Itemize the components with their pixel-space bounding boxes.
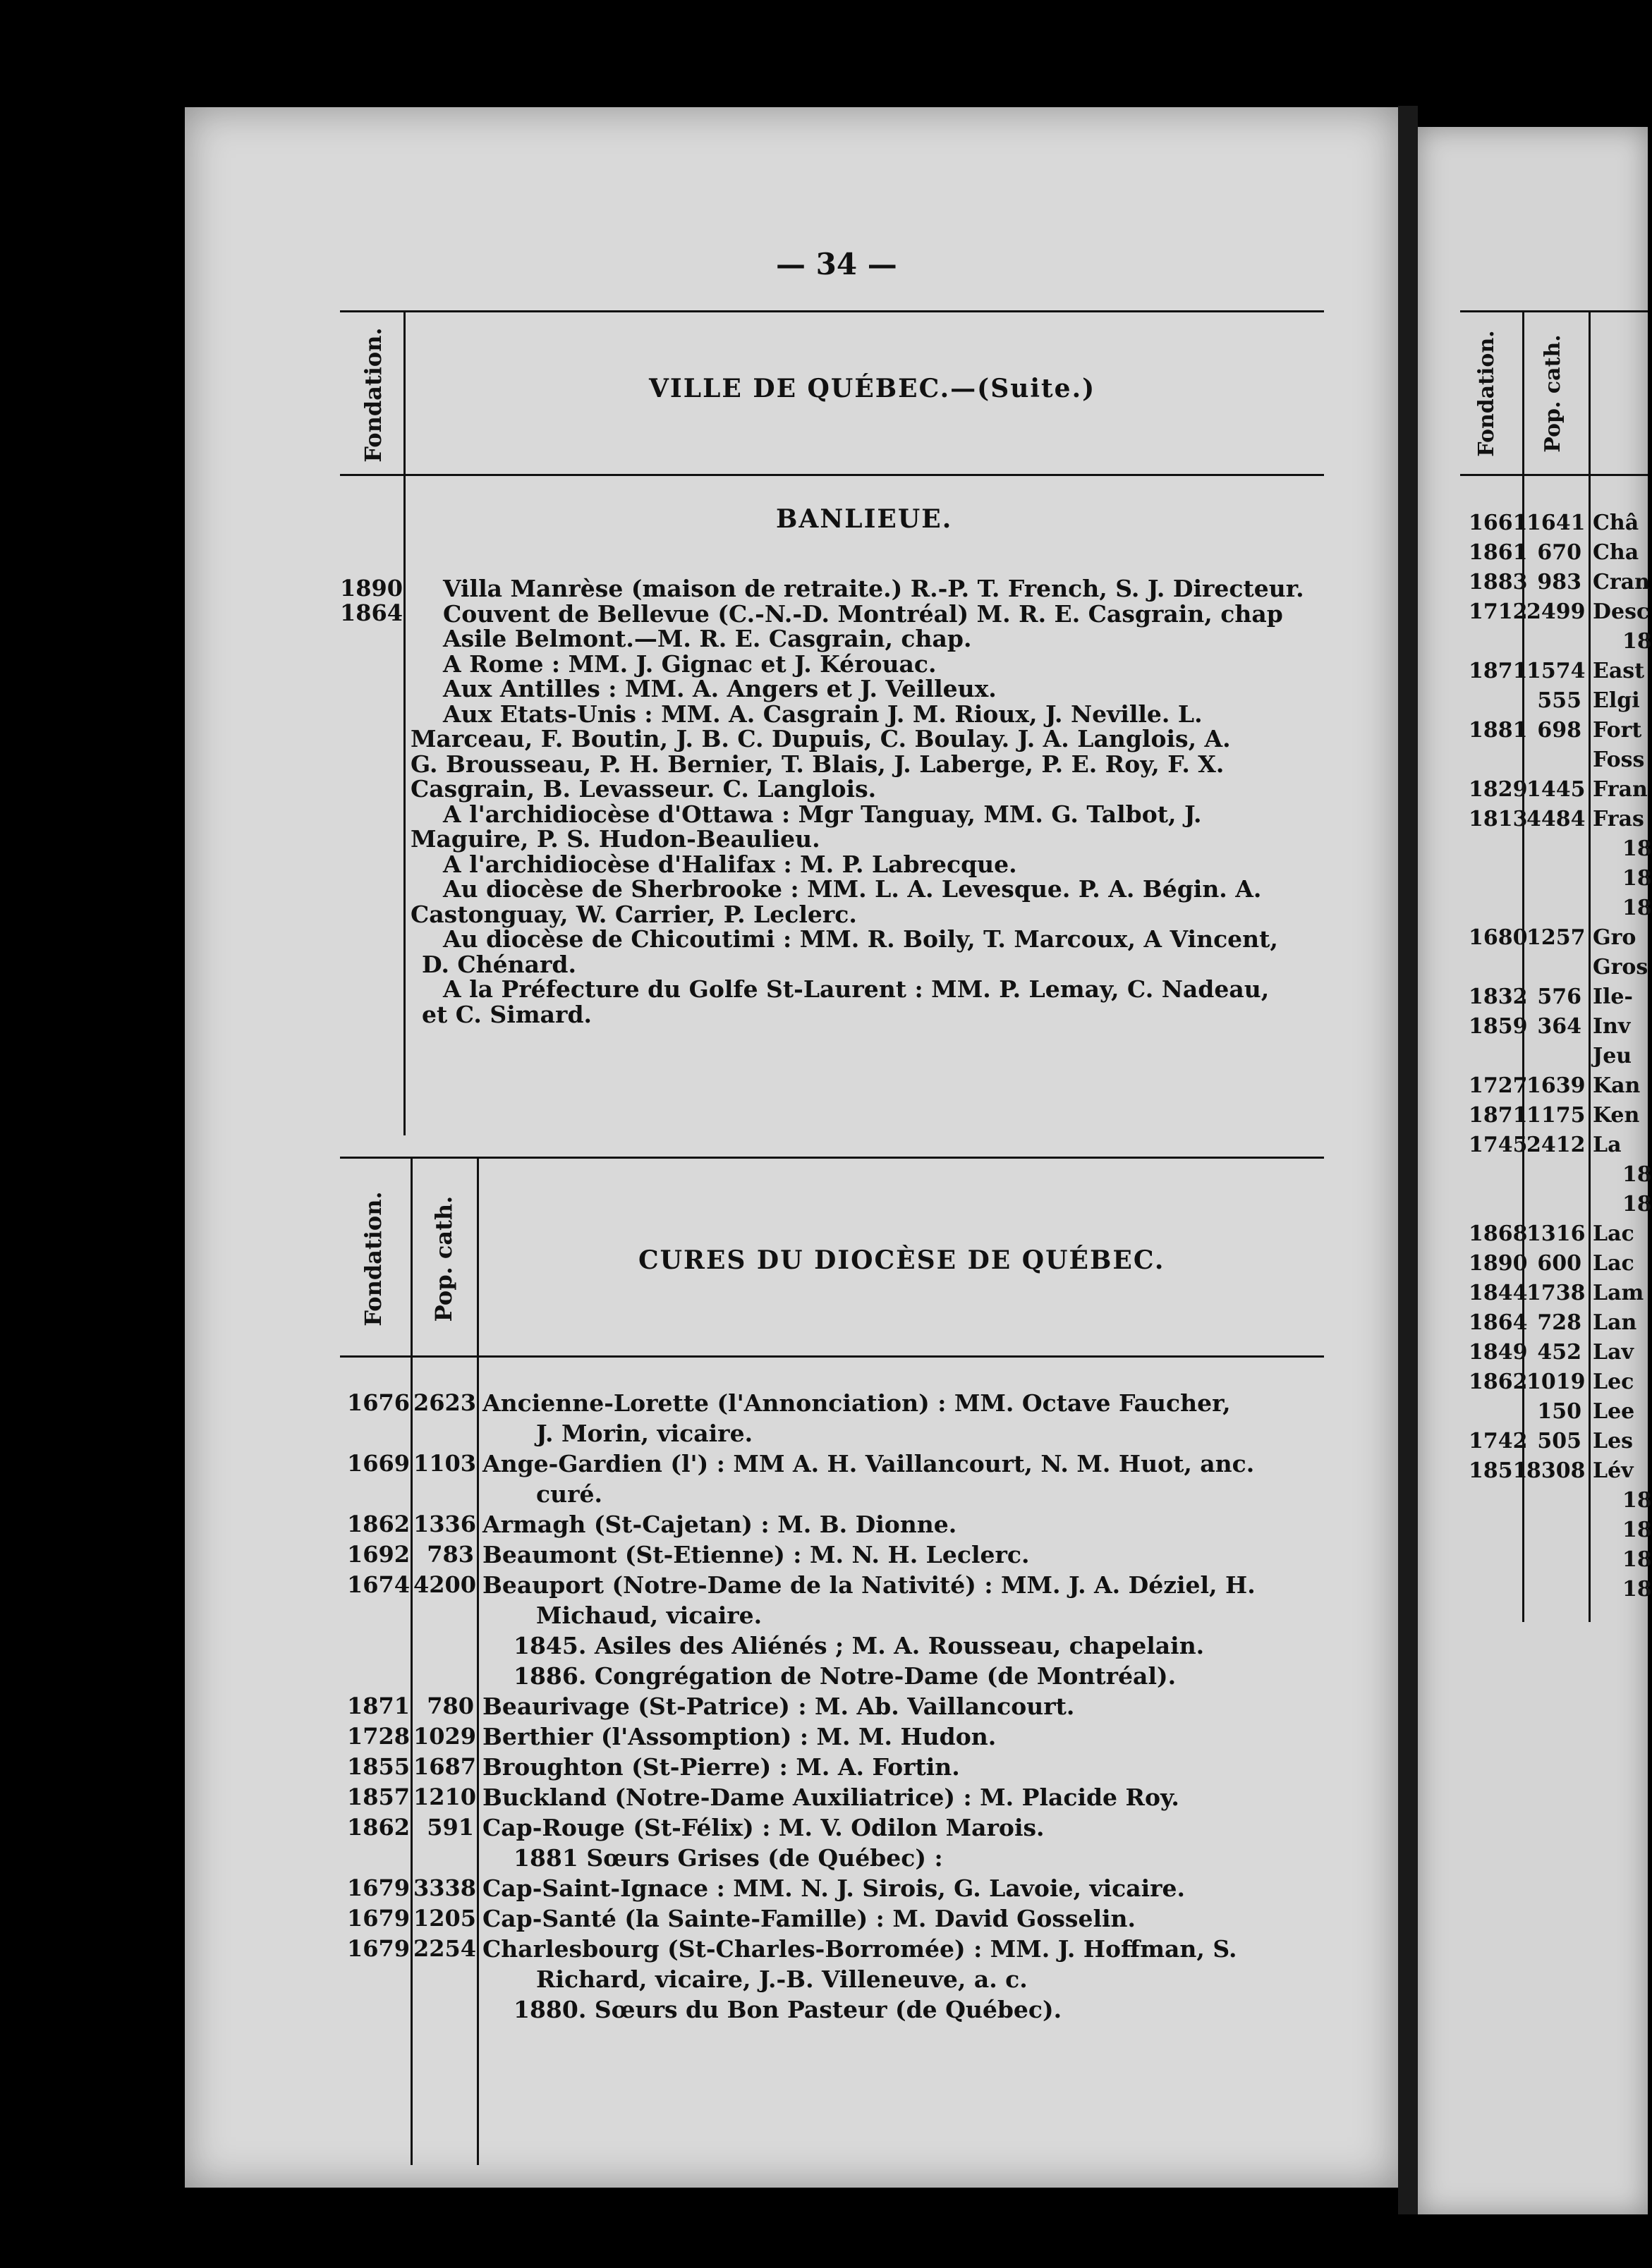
right-text: 18 bbox=[1622, 896, 1652, 920]
top-col-fondation: Fondation. bbox=[360, 327, 387, 463]
banlieue-line: A l'archidiocèse d'Ottawa : Mgr Tanguay, MM. G. Talbot, J. bbox=[443, 800, 1202, 828]
right-pop: 1257 bbox=[1526, 925, 1586, 950]
right-year: 1871 bbox=[1469, 659, 1528, 683]
right-text: Lee bbox=[1593, 1399, 1635, 1424]
cure-pop: 1205 bbox=[413, 1905, 477, 1932]
cure-text: Armagh (St-Cajetan) : M. B. Dionne. bbox=[482, 1511, 957, 1538]
cure-text: Buckland (Notre-Dame Auxiliatrice) : M. Placide Roy. bbox=[482, 1784, 1179, 1811]
right-year: 1680 bbox=[1469, 925, 1528, 950]
right-text: Ile- bbox=[1593, 984, 1633, 1009]
right-pop: 364 bbox=[1537, 1014, 1581, 1039]
right-text: Cha bbox=[1593, 540, 1639, 565]
cure-year: 1728 bbox=[347, 1723, 411, 1750]
right-text: Gros bbox=[1593, 955, 1648, 980]
right-pop: 452 bbox=[1537, 1340, 1581, 1365]
banlieue-line: Couvent de Bellevue (C.-N.-D. Montréal) M. R. E. Casgrain, chap bbox=[443, 599, 1283, 628]
right-text: Elgi bbox=[1593, 688, 1640, 713]
cures-col-fondation: Fondation. bbox=[360, 1191, 387, 1327]
cure-year: 1674 bbox=[347, 1571, 411, 1598]
banlieue-line: A Rome : MM. J. Gignac et J. Kérouac. bbox=[443, 650, 937, 678]
right-year: 1832 bbox=[1469, 984, 1528, 1009]
right-pop: 1316 bbox=[1526, 1221, 1586, 1246]
banlieue-line: Aux Antilles : MM. A. Angers et J. Veilleux. bbox=[443, 675, 997, 702]
right-year: 1661 bbox=[1469, 511, 1528, 535]
right-year: 1844 bbox=[1469, 1281, 1528, 1305]
right-pop: 1445 bbox=[1526, 777, 1586, 802]
right-year: 1849 bbox=[1469, 1340, 1528, 1365]
banlieue-line: Asile Belmont.—M. R. E. Casgrain, chap. bbox=[443, 625, 972, 652]
cures-table-header-rule bbox=[340, 1355, 1324, 1358]
right-text: Lam bbox=[1593, 1281, 1644, 1305]
cure-text: Cap-Santé (la Sainte-Famille) : M. David Gosselin. bbox=[482, 1905, 1136, 1932]
right-year: 1890 bbox=[1469, 1251, 1528, 1276]
cure-year: 1855 bbox=[347, 1753, 411, 1780]
cure-text: Broughton (St-Pierre) : M. A. Fortin. bbox=[482, 1753, 960, 1781]
right-text: Desc bbox=[1593, 599, 1650, 624]
right-text: 18 bbox=[1622, 866, 1652, 891]
top-table-title: VILLE DE QUÉBEC.—(Suite.) bbox=[649, 374, 1096, 403]
cure-text: Berthier (l'Assomption) : M. M. Hudon. bbox=[482, 1723, 997, 1750]
right-text: Lan bbox=[1593, 1310, 1637, 1335]
right-pop: 983 bbox=[1537, 570, 1581, 595]
right-pop: 1574 bbox=[1526, 659, 1586, 683]
right-pop: 2412 bbox=[1526, 1133, 1586, 1157]
cure-text: Beaurivage (St-Patrice) : M. Ab. Vaillancourt. bbox=[482, 1693, 1075, 1720]
cures-table-rule bbox=[340, 1157, 1324, 1159]
right-text: 18 bbox=[1622, 1162, 1652, 1187]
banlieue-line: Au diocèse de Sherbrooke : MM. L. A. Levesque. P. A. Bégin. A. bbox=[443, 875, 1262, 903]
cure-text: 1881 Sœurs Grises (de Québec) : bbox=[514, 1844, 943, 1872]
right-pop: 4484 bbox=[1526, 807, 1586, 831]
cure-pop: 2254 bbox=[413, 1935, 477, 1962]
right-pop: 1175 bbox=[1526, 1103, 1586, 1128]
right-text: Lav bbox=[1593, 1340, 1634, 1365]
cure-year: 1669 bbox=[347, 1450, 411, 1477]
cure-year: 1679 bbox=[347, 1874, 411, 1901]
right-divider-2 bbox=[1589, 310, 1591, 1622]
right-pop: 555 bbox=[1537, 688, 1581, 713]
right-year: 1862 bbox=[1469, 1370, 1528, 1394]
right-text: Lac bbox=[1593, 1221, 1634, 1246]
banlieue-line: Castonguay, W. Carrier, P. Leclerc. bbox=[411, 900, 857, 928]
right-table-rule bbox=[1460, 310, 1648, 312]
cure-text: 1845. Asiles des Aliénés ; M. A. Rousseau, chapelain. bbox=[514, 1632, 1205, 1659]
right-year: 1745 bbox=[1469, 1133, 1528, 1157]
top-table-divider bbox=[403, 310, 406, 1135]
right-pop: 728 bbox=[1537, 1310, 1581, 1335]
right-pop: 505 bbox=[1537, 1429, 1581, 1453]
cure-text: curé. bbox=[536, 1480, 602, 1508]
cure-pop: 780 bbox=[427, 1693, 474, 1719]
right-year: 1883 bbox=[1469, 570, 1528, 595]
right-pop: 576 bbox=[1537, 984, 1581, 1009]
top-table-header-rule bbox=[340, 474, 1324, 476]
cure-pop: 4200 bbox=[413, 1571, 477, 1598]
right-text: Foss bbox=[1593, 748, 1645, 772]
right-pop: 1019 bbox=[1526, 1370, 1586, 1394]
cure-pop: 783 bbox=[427, 1541, 474, 1568]
right-text: Fran bbox=[1593, 777, 1648, 802]
right-year: 1881 bbox=[1469, 718, 1528, 743]
cure-pop: 1103 bbox=[413, 1450, 477, 1477]
right-col-fondation: Fondation. bbox=[1474, 330, 1499, 457]
banlieue-line: Marceau, F. Boutin, J. B. C. Dupuis, C. Boulay. J. A. Langlois, A. bbox=[411, 725, 1231, 752]
right-pop: 600 bbox=[1537, 1251, 1581, 1276]
right-text: 18 bbox=[1622, 1577, 1652, 1602]
cure-text: Ancienne-Lorette (l'Annonciation) : MM. Octave Faucher, bbox=[482, 1389, 1231, 1417]
cure-pop: 1336 bbox=[413, 1511, 477, 1537]
book-gutter bbox=[1398, 106, 1418, 2214]
page-number: — 34 — bbox=[776, 247, 897, 281]
cure-text: Beaumont (St-Etienne) : M. N. H. Leclerc. bbox=[482, 1541, 1030, 1568]
cure-pop: 1210 bbox=[413, 1784, 477, 1810]
right-text: La bbox=[1593, 1133, 1622, 1157]
right-text: Fras bbox=[1593, 807, 1644, 831]
right-text: 18 bbox=[1622, 1547, 1652, 1572]
cure-text: 1886. Congrégation de Notre-Dame (de Montréal). bbox=[514, 1662, 1177, 1690]
right-year: 1859 bbox=[1469, 1014, 1528, 1039]
banlieue-line: A l'archidiocèse d'Halifax : M. P. Labrecque. bbox=[443, 850, 1017, 878]
right-text: Kan bbox=[1593, 1073, 1641, 1098]
right-pop: 1639 bbox=[1526, 1073, 1586, 1098]
right-year: 1851 bbox=[1469, 1458, 1528, 1483]
right-year: 1868 bbox=[1469, 1221, 1528, 1246]
cure-year: 1857 bbox=[347, 1784, 411, 1810]
right-text: 18 bbox=[1622, 629, 1652, 654]
right-year: 1813 bbox=[1469, 807, 1528, 831]
right-text: Lec bbox=[1593, 1370, 1634, 1394]
right-pop: 1738 bbox=[1526, 1281, 1586, 1305]
right-text: Ken bbox=[1593, 1103, 1640, 1128]
right-pop: 8308 bbox=[1526, 1458, 1586, 1483]
banlieue-line: et C. Simard. bbox=[422, 1000, 593, 1028]
right-year: 1727 bbox=[1469, 1073, 1528, 1098]
cure-text: Richard, vicaire, J.-B. Villeneuve, a. c. bbox=[536, 1965, 1028, 1993]
right-text: 18 bbox=[1622, 836, 1652, 861]
right-pop: 670 bbox=[1537, 540, 1581, 565]
cures-table-title: CURES DU DIOCÈSE DE QUÉBEC. bbox=[638, 1245, 1165, 1275]
banlieue-line: D. Chénard. bbox=[422, 950, 576, 978]
banlieue-line: G. Brousseau, P. H. Bernier, T. Blais, J. Laberge, P. E. Roy, F. X. bbox=[411, 750, 1225, 778]
banlieue-line: Au diocèse de Chicoutimi : MM. R. Boily, T. Marcoux, A Vincent, bbox=[443, 925, 1278, 953]
right-divider-1 bbox=[1522, 310, 1524, 1622]
right-pop: 1641 bbox=[1526, 511, 1586, 535]
right-year: 1864 bbox=[1469, 1310, 1528, 1335]
cure-pop: 3338 bbox=[413, 1874, 477, 1901]
banlieue-line: Casgrain, B. Levasseur. C. Langlois. bbox=[411, 775, 877, 803]
right-text: Lac bbox=[1593, 1251, 1634, 1276]
right-year: 1871 bbox=[1469, 1103, 1528, 1128]
right-text: 18 bbox=[1622, 1518, 1652, 1542]
cure-text: Ange-Gardien (l') : MM A. H. Vaillancourt, N. M. Huot, anc. bbox=[482, 1450, 1255, 1477]
cure-text: Cap-Saint-Ignace : MM. N. J. Sirois, G. Lavoie, vicaire. bbox=[482, 1874, 1186, 1902]
cure-pop: 591 bbox=[427, 1814, 474, 1841]
right-pop: 150 bbox=[1537, 1399, 1581, 1424]
banlieue-year: 1864 bbox=[340, 599, 403, 626]
cure-year: 1679 bbox=[347, 1935, 411, 1962]
banlieue-line: A la Préfecture du Golfe St-Laurent : MM. P. Lemay, C. Nadeau, bbox=[443, 975, 1270, 1003]
banlieue-line: Villa Manrèse (maison de retraite.) R.-P. T. French, S. J. Directeur. bbox=[443, 575, 1304, 602]
cures-divider-2 bbox=[477, 1157, 479, 2165]
cure-text: Cap-Rouge (St-Félix) : M. V. Odilon Marois. bbox=[482, 1814, 1045, 1841]
cure-text: 1880. Sœurs du Bon Pasteur (de Québec). bbox=[514, 1996, 1062, 2023]
banlieue-line: Aux Etats-Unis : MM. A. Casgrain J. M. Rioux, J. Neville. L. bbox=[443, 700, 1203, 728]
right-year: 1861 bbox=[1469, 540, 1528, 565]
cure-text: Charlesbourg (St-Charles-Borromée) : MM. J. Hoffman, S. bbox=[482, 1935, 1237, 1963]
top-table-rule bbox=[340, 310, 1324, 312]
right-col-pop: Pop. cath. bbox=[1541, 334, 1565, 453]
right-text: Fort bbox=[1593, 718, 1642, 743]
cure-pop: 1029 bbox=[413, 1723, 477, 1750]
right-text: Inv bbox=[1593, 1014, 1631, 1039]
right-text: Châ bbox=[1593, 511, 1639, 535]
cure-text: Michaud, vicaire. bbox=[536, 1602, 763, 1629]
cure-year: 1871 bbox=[347, 1693, 411, 1719]
cure-year: 1679 bbox=[347, 1905, 411, 1932]
right-text: Les bbox=[1593, 1429, 1634, 1453]
right-text: Lév bbox=[1593, 1458, 1634, 1483]
cure-pop: 2623 bbox=[413, 1389, 477, 1416]
right-text: Cran bbox=[1593, 570, 1650, 595]
right-year: 1712 bbox=[1469, 599, 1528, 624]
cure-year: 1676 bbox=[347, 1389, 411, 1416]
cures-divider-1 bbox=[411, 1157, 413, 2165]
cure-year: 1862 bbox=[347, 1814, 411, 1841]
cure-year: 1692 bbox=[347, 1541, 411, 1568]
right-year: 1742 bbox=[1469, 1429, 1528, 1453]
banlieue-line: Maguire, P. S. Hudon-Beaulieu. bbox=[411, 825, 820, 853]
cure-year: 1862 bbox=[347, 1511, 411, 1537]
right-text: Gro bbox=[1593, 925, 1636, 950]
cure-pop: 1687 bbox=[413, 1753, 477, 1780]
cures-col-pop: Pop. cath. bbox=[430, 1195, 457, 1322]
right-year: 1829 bbox=[1469, 777, 1528, 802]
right-pop: 698 bbox=[1537, 718, 1581, 743]
right-text: East bbox=[1593, 659, 1645, 683]
right-text: 18 bbox=[1622, 1488, 1652, 1513]
banlieue-heading: BANLIEUE. bbox=[776, 504, 953, 534]
right-text: 18 bbox=[1622, 1192, 1652, 1217]
cure-text: Beauport (Notre-Dame de la Nativité) : MM. J. A. Déziel, H. bbox=[482, 1571, 1256, 1599]
cure-text: J. Morin, vicaire. bbox=[536, 1420, 753, 1447]
right-pop: 2499 bbox=[1526, 599, 1586, 624]
right-text: Jeu bbox=[1593, 1044, 1632, 1068]
banlieue-year: 1890 bbox=[340, 575, 403, 602]
right-table-header-rule bbox=[1460, 474, 1648, 476]
right-page bbox=[1418, 127, 1648, 2214]
